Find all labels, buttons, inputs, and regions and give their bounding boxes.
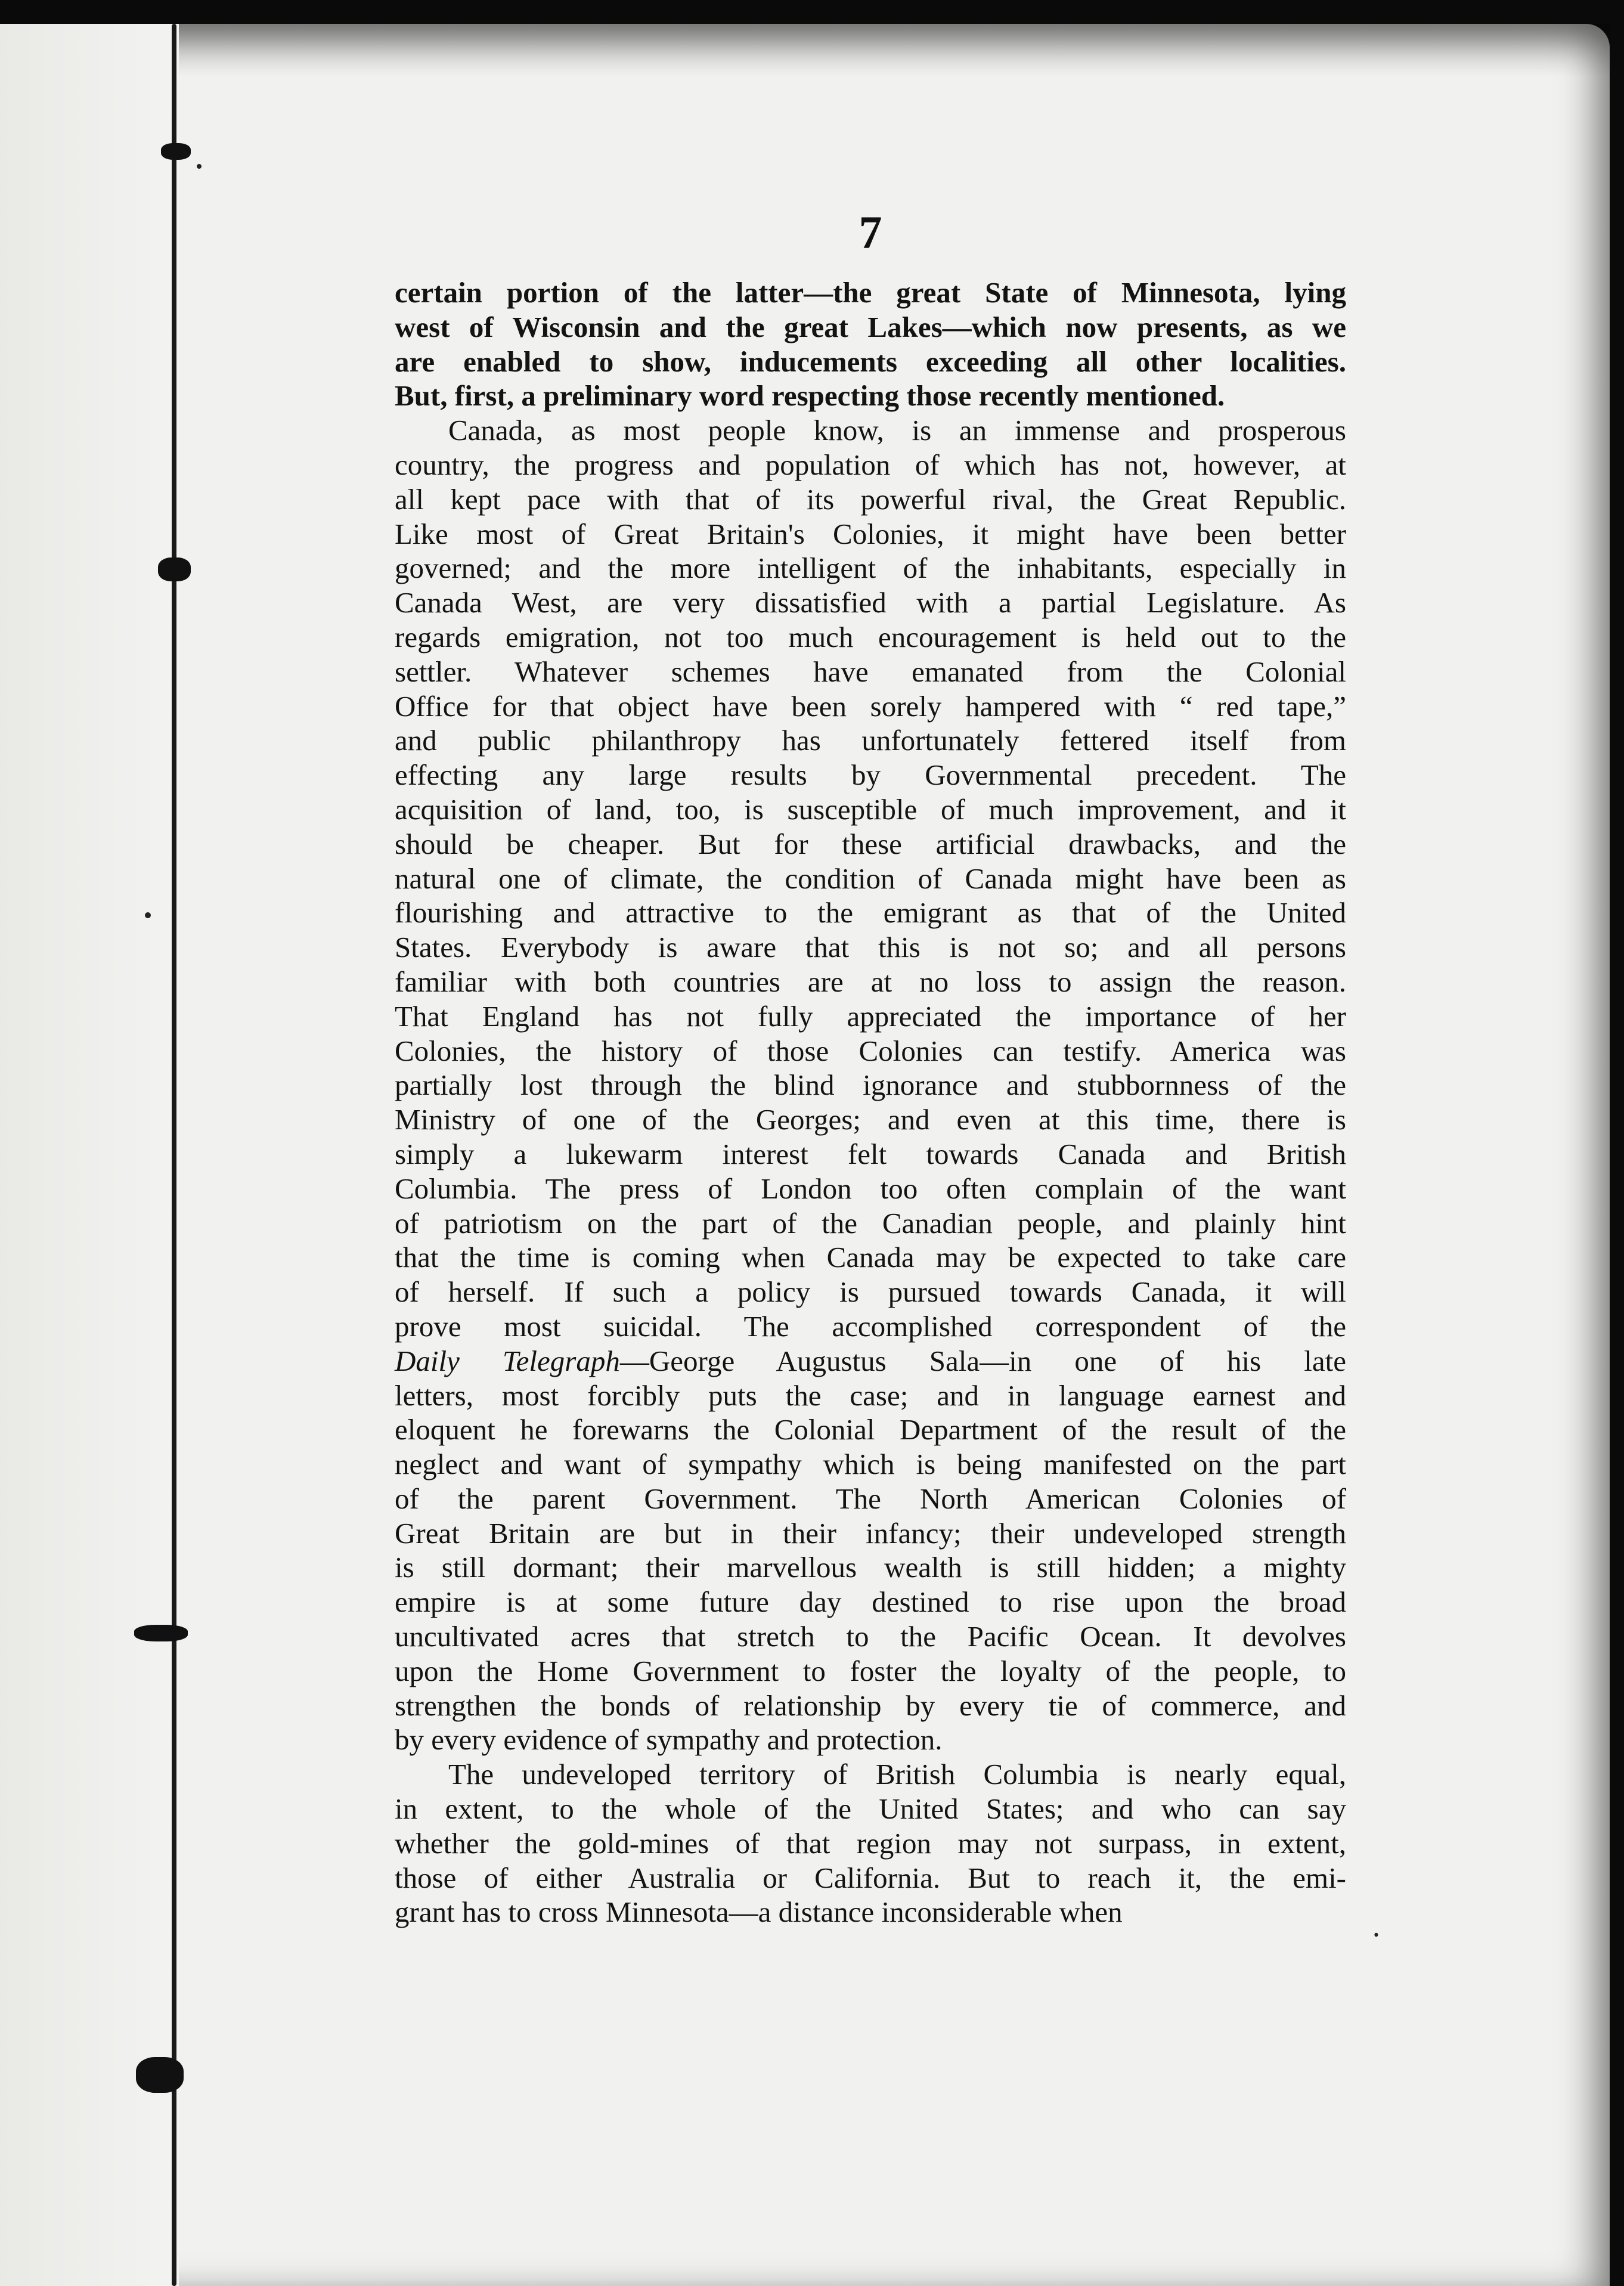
paper-speck xyxy=(197,164,202,169)
text-line: west of Wisconsin and the great Lakes—which now presents, as we xyxy=(395,310,1346,343)
text-line: Like most of Great Britain's Colonies, it might have been better xyxy=(395,517,1346,550)
text-line: whether the gold-mines of that region may not surpass, in extent, xyxy=(395,1826,1346,1860)
text-line: That England has not fully appreciated the importance of her xyxy=(395,999,1346,1033)
text-line: effecting any large results by Governmental precedent. The xyxy=(395,758,1346,792)
text-line xyxy=(395,1344,1346,1379)
text-line: and public philanthropy has unfortunately fettered itself from xyxy=(395,724,1346,757)
text-line: by every evidence of sympathy and protection. xyxy=(395,1723,943,1757)
text-line: natural one of climate, the condition of Canada might have been as xyxy=(395,862,1346,895)
text-line: of herself. If such a policy is pursued towards Canada, it will xyxy=(395,1275,1346,1309)
text-line: States. Everybody is aware that this is not so; and all persons xyxy=(395,931,1346,964)
text-line: Great Britain are but in their infancy; their undeveloped strength xyxy=(395,1516,1346,1550)
text-line: are enabled to show, inducements exceeding all other localities. xyxy=(395,345,1346,378)
text-line: flourishing and attractive to the emigrant as that of the United xyxy=(395,896,1346,930)
text-line: certain portion of the latter—the great State of Minnesota, lying xyxy=(395,276,1346,309)
text-line: governed; and the more intelligent of the inhabitants, especially in xyxy=(395,552,1346,585)
text-line: grant has to cross Minnesota—a distance inconsiderable when xyxy=(395,1895,1123,1929)
body-text xyxy=(395,275,1346,1929)
text-line: upon the Home Government to foster the loyalty of the people, to xyxy=(395,1654,1346,1687)
margin-mark: ⸱ xyxy=(1372,1920,1380,1952)
text-line-rest: —George Augustus Sala—in one of his late xyxy=(619,1344,1347,1377)
binding-stitch xyxy=(158,557,191,581)
text-line: letters, most forcibly puts the case; and in language earnest and xyxy=(395,1379,1346,1412)
paragraph-p2 xyxy=(395,413,1346,1757)
text-line: familiar with both countries are at no loss to assign the reason. xyxy=(395,965,1346,998)
text-line: those of either Australia or California. But to reach it, the emi- xyxy=(395,1861,1346,1894)
text-line: uncultivated acres that stretch to the Pacific Ocean. It devolves xyxy=(395,1620,1346,1653)
text-line: that the time is coming when Canada may be expected to take care xyxy=(395,1241,1346,1274)
text-line: settler. Whatever schemes have emanated from the Colonial xyxy=(395,655,1346,688)
paper-speck xyxy=(145,912,151,918)
binding-stitch xyxy=(134,1625,188,1641)
page-number: 7 xyxy=(859,206,882,258)
text-line: regards emigration, not too much encouragement is held out to the xyxy=(395,620,1346,653)
text-line: acquisition of land, too, is susceptible of much improvement, and it xyxy=(395,792,1346,826)
text-line: Ministry of one of the Georges; and even at this time, there is xyxy=(395,1103,1346,1136)
text-line: eloquent he forewarns the Colonial Department of the result of the xyxy=(395,1413,1346,1446)
paragraph-p1 xyxy=(395,275,1346,413)
text-line: Canada, as most people know, is an immense and prosperous xyxy=(448,414,1346,447)
text-line: Canada West, are very dissatisfied with a partial Legislature. As xyxy=(395,586,1346,619)
text-line: simply a lukewarm interest felt towards Canada and British xyxy=(395,1137,1346,1170)
text-line: The undeveloped territory of British Columbia is nearly equal, xyxy=(448,1758,1346,1791)
text-line: Office for that object have been sorely hampered with “ red tape,” xyxy=(395,689,1346,723)
binding-stitch xyxy=(161,143,191,160)
text-line: in extent, to the whole of the United States; and who can say xyxy=(395,1792,1346,1826)
binding-stitch xyxy=(136,2057,184,2093)
italic-title: Daily Telegraph xyxy=(395,1344,620,1377)
binding-margin xyxy=(0,24,179,2286)
paragraph-p3 xyxy=(395,1757,1346,1929)
text-line: strengthen the bonds of relationship by every tie of commerce, and xyxy=(395,1689,1346,1722)
text-line: country, the progress and population of which has not, however, at xyxy=(395,448,1346,481)
text-line: partially lost through the blind ignorance and stubbornness of the xyxy=(395,1068,1346,1102)
text-line: is still dormant; their marvellous wealth is still hidden; a mighty xyxy=(395,1551,1346,1584)
text-line: neglect and want of sympathy which is being manifested on the part xyxy=(395,1448,1346,1481)
text-line: But, first, a preliminary word respecting those recently mentioned. xyxy=(395,379,1225,413)
text-line: Colonies, the history of those Colonies can testify. America was xyxy=(395,1034,1346,1067)
text-line: prove most suicidal. The accomplished correspondent of the xyxy=(395,1309,1346,1343)
binding-edge xyxy=(172,24,176,2286)
text-line: all kept pace with that of its powerful rival, the Great Republic. xyxy=(395,482,1346,516)
text-line: Columbia. The press of London too often complain of the want xyxy=(395,1172,1346,1205)
page-top-shadow xyxy=(179,24,1610,78)
text-line: of patriotism on the part of the Canadian people, and plainly hint xyxy=(395,1206,1346,1240)
text-line: should be cheaper. But for these artificial drawbacks, and the xyxy=(395,827,1346,860)
text-line: of the parent Government. The North American Colonies of xyxy=(395,1482,1346,1515)
text-line: empire is at some future day destined to rise upon the broad xyxy=(395,1585,1346,1619)
